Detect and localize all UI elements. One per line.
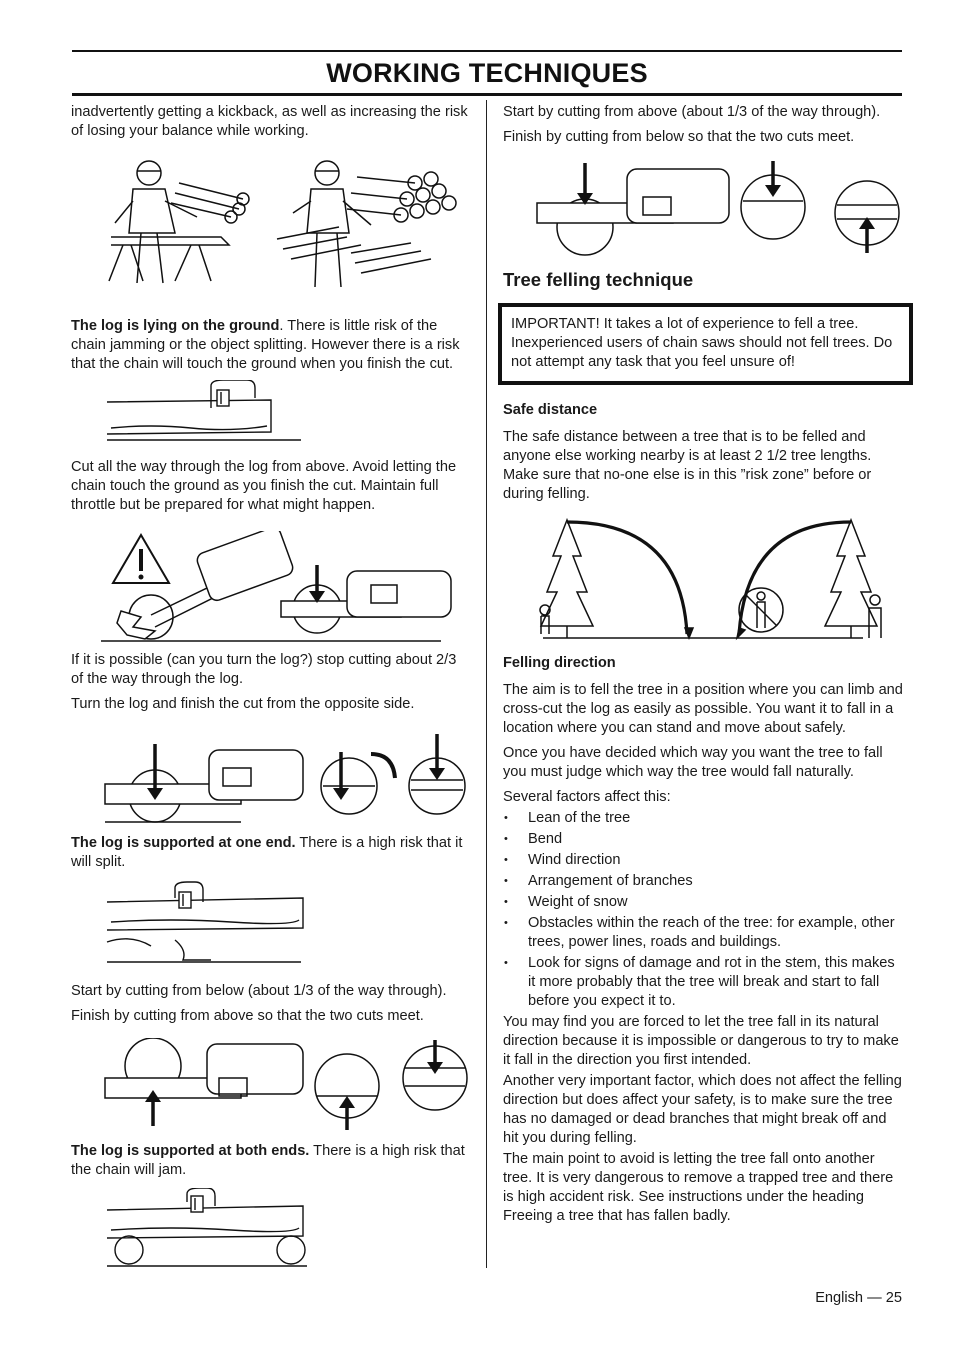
warning-triangle-icon [113, 535, 169, 583]
log-on-ground-illustration [71, 380, 471, 452]
page-title: WORKING TECHNIQUES [326, 58, 648, 88]
important-notice: IMPORTANT! It takes a lot of experience to fell a tree. Inexperienced users of chain saws should not fell trees. Do not attempt any task that you feel unsure of! [498, 303, 913, 385]
cut-through-text: Cut all the way through the log from above. Avoid letting the chain touch the ground as you finish the cut. Maintain full throttle but be prepared for what might happen. [71, 459, 457, 513]
list-item: • Weight of snow [503, 893, 903, 912]
column-divider [486, 100, 487, 1268]
one-end-text: There is a high risk that it will split. [71, 835, 463, 870]
log-pile-illustration [71, 153, 471, 311]
felling-heading: Tree felling technique [503, 269, 694, 290]
kickback-warning-illustration [71, 531, 471, 645]
one-end-paragraph [71, 834, 471, 872]
below-then-above-illustration [71, 1038, 471, 1136]
above-first-text: Start by cutting from above (about 1/3 of the way through). [503, 104, 881, 120]
one-end-supported-illustration [71, 880, 471, 976]
both-ends-text: There is a high risk that the chain will jam. [71, 1143, 465, 1178]
arrow-icon [309, 565, 325, 603]
both-ends-supported-illustration [71, 1188, 471, 1274]
ground-paragraph [71, 317, 471, 374]
turn-finish-text: Turn the log and finish the cut from the opposite side. [71, 696, 415, 712]
list-item: • Lean of the tree [503, 809, 903, 828]
above-then-below-illustration [503, 159, 903, 259]
turn-possible-text: If it is possible (can you turn the log?) stop cutting about 2/3 of the way through the log. [71, 652, 457, 687]
below-finish-text: Finish by cutting from below so that the two cuts meet. [503, 129, 855, 145]
list-item: • Obstacles within the reach of the tree: for example, other trees, power lines, roads and buildings. [503, 914, 903, 952]
left-column [71, 103, 471, 1280]
felling-direction-heading: Felling direction [503, 655, 616, 671]
natural-direction-text: You may find you are forced to let the tree fall in its natural direction because it is impossible or dangerous to try to make it fall in the direction you first intended. [503, 1014, 899, 1068]
below-first-text: Start by cutting from below (about 1/3 of the way through). [71, 983, 447, 999]
page-footer: English — 25 [815, 1290, 902, 1306]
header-rule-bottom [72, 93, 902, 96]
branches-text: Another very important factor, which does not affect the felling direction but does affect your safety, is to make sure the tree has no damaged or dead branches that might break off and hit you during felling. [503, 1073, 902, 1146]
ground-text: . There is little risk of the chain jamming or the object splitting. However there is a risk that the chain will touch the ground when you finish the cut. [71, 318, 460, 372]
list-item: • Wind direction [503, 851, 903, 870]
list-item: • Bend [503, 830, 903, 849]
one-end-bold: The log is supported at one end. [71, 835, 296, 851]
safe-distance-illustration [503, 516, 903, 648]
direction-p2: Once you have decided which way you want the tree to fall you must judge which way the tree would fall naturally. [503, 745, 883, 780]
both-ends-bold: The log is supported at both ends. [71, 1143, 310, 1159]
safe-distance-text: The safe distance between a tree that is to be felled and anyone else working nearby is at least 2 1/2 tree lengths. Make sure that no-one else is in this ”risk zone” before or during felling. [503, 429, 872, 502]
list-item: • Look for signs of damage and rot in the stem, this makes it more probably that the tree will break and start to fall before you expect it to. [503, 954, 903, 1011]
intro-text: inadvertently getting a kickback, as well as increasing the risk of losing your balance while working. [71, 104, 468, 139]
list-item: • Arrangement of branches [503, 872, 903, 891]
safe-distance-heading: Safe distance [503, 402, 598, 418]
above-finish-text: Finish by cutting from above so that the two cuts meet. [71, 1008, 424, 1024]
direction-p1: The aim is to fell the tree in a position where you can limb and cross-cut the log as easily as possible. You want it to fall in a location where you can stand and move about safely. [503, 682, 903, 736]
header-rule-top [72, 50, 902, 52]
factors-list [503, 809, 903, 1011]
factors-intro: Several factors affect this: [503, 789, 671, 805]
trapped-tree-text: The main point to avoid is letting the tree fall onto another tree. It is very dangerous to remove a trapped tree and there is high accident risk. See instructions under the heading Freeing a tree that has fallen badly. [503, 1151, 894, 1224]
ground-bold: The log is lying on the ground [71, 318, 280, 334]
turn-log-illustration [71, 724, 471, 828]
both-ends-paragraph [71, 1142, 471, 1180]
right-column [503, 103, 903, 1232]
